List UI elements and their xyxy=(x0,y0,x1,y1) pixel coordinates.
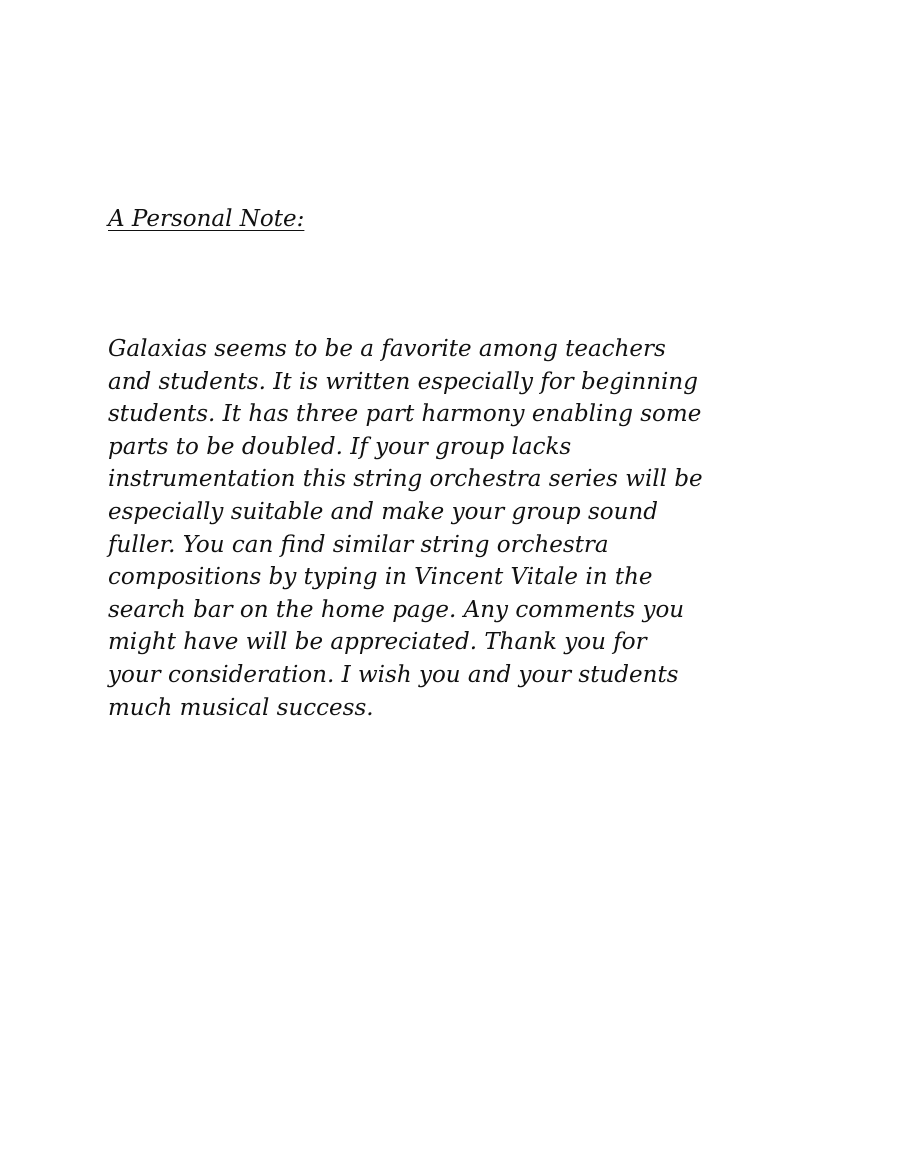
note-line: and students. It is written especially for beginning xyxy=(108,368,698,395)
note-line: instrumentation this string orchestra series will be xyxy=(108,466,703,493)
note-line: especially suitable and make your group sound xyxy=(108,498,658,525)
note-body xyxy=(108,333,828,724)
note-line: search bar on the home page. Any comments you xyxy=(108,596,685,623)
note-line: Galaxias seems to be a favorite among teachers xyxy=(108,336,666,362)
note-line: might have will be appreciated. Thank you for xyxy=(108,629,647,656)
note-line: fuller. You can find similar string orchestra xyxy=(108,531,609,558)
note-line: compositions by typing in Vincent Vitale in the xyxy=(108,564,653,591)
note-line: your consideration. I wish you and your students xyxy=(108,661,679,688)
note-line: much musical success. xyxy=(108,694,374,721)
note-heading: A Personal Note: xyxy=(108,206,305,232)
note-line: students. It has three part harmony enabling some xyxy=(108,401,702,428)
note-line: parts to be doubled. If your group lacks xyxy=(108,433,572,460)
